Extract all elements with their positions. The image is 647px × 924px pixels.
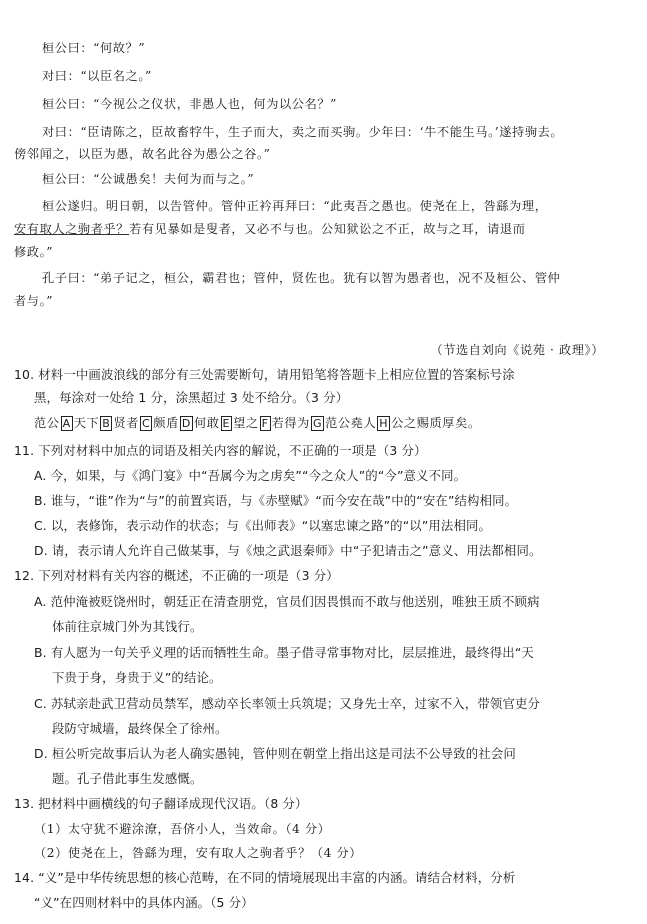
q12-option-b-line-1: B. 有人愿为一句关乎义理的话而牺牲生命。墨子借寻常事物对比，层层推进，最终得出“天 [34,645,534,660]
q13-stem: 13. 把材料中画横线的句子翻译成现代汉语。（8 分） [14,796,308,811]
q13-sentence-1: （1）太守犹不避涂潦，吾侪小人，当效命。（4 分） [34,822,331,836]
q10-seg-5: 望之 [233,416,259,430]
q10-stem-line-2: 黑，每涂对一处给 1 分，涂黑超过 3 处不给分。（3 分） [34,390,349,405]
underlined-sentence: 安有取人之驹者乎？ [14,222,130,236]
q12-option-d-line-2: 题。孔子借此事生发感慨。 [52,771,203,786]
q12-option-c-line-1: C. 苏轼亲赴武卫营动员禁军，感动卒长率领士兵筑堤；又身先士卒，过家不入，带领官吏分 [34,696,541,711]
q10-box-c[interactable]: C [142,417,151,430]
q10-seg-7: 范公堯人 [325,416,377,430]
q13-sentence-2: （2）使尧在上，咎繇为理，安有取人之驹者乎？（4 分） [34,846,363,860]
q11-option-c: C. 以，表修饰，表示动作的状态；与《出师表》“以塞忠谏之路”的“以”用法相同。 [34,518,492,533]
q10-box-e[interactable]: E [222,417,231,430]
q10-box-d[interactable]: D [181,417,191,430]
q10-seg-3: 颇盾 [153,416,179,430]
q12-option-c-line-2: 段防守城墙，最终保全了徐州。 [52,721,228,736]
passage-line-4: 对曰：“臣请陈之，臣故畜牸牛，生子而大，卖之而买驹。少年曰：‘牛不能生马。’遂持驹去。 [42,125,564,139]
q11-option-a: A. 今，如果，与《鸿门宴》中“吾属今为之虏矣”“今之众人”的“今”意义不同。 [34,468,467,483]
passage-line-8 [14,221,526,237]
q10-seg-6: 若得为 [271,416,310,430]
q10-seg-0: 范公 [34,416,60,430]
passage-line-7: 桓公遂归。明日朝，以告管仲。管仲正衿再拜曰：“此夷吾之愚也。使尧在上，咎繇为理， [42,199,548,213]
q11-stem: 11. 下列对材料中加点的词语及相关内容的解说，不正确的一项是（3 分） [14,443,427,458]
q10-box-h[interactable]: H [379,417,389,430]
q12-option-a-line-1: A. 范仲淹被贬饶州时，朝廷正在清查朋党，官员们因畏惧而不敢与他送别，唯独王质不顾病 [34,594,540,609]
passage-source: （节选自刘向《说苑 · 政理》） [430,343,604,357]
q12-option-b-line-2: 下贵于身，身贵于义”的结论。 [52,670,222,685]
q10-box-g[interactable]: G [312,417,323,430]
q10-seg-4: 何敢 [193,416,220,430]
q10-seg-8: 公之赐质厚矣。 [391,416,481,430]
q14-stem-line-2: “义”在四则材料中的具体内涵。（5 分） [34,895,254,910]
passage-line-10: 孔子曰：“弟子记之，桓公，霸君也；管仲，贤佐也。犹有以智为愚者也，况不及桓公、管仲 [42,271,561,285]
q12-option-d-line-1: D. 桓公听完故事后认为老人确实愚钝，管仲则在朝堂上指出这是司法不公导致的社会问 [34,746,516,761]
q10-segmented-sentence [34,415,481,431]
passage-line-1: 桓公曰：“何故？” [42,41,146,55]
q11-option-b: B. 谁与，“谁”作为“与”的前置宾语，与《赤壁赋》“而今安在哉”中的“安在”结构相同。 [34,493,518,508]
passage-line-2: 对曰：“以臣名之。” [42,69,152,83]
q14-stem-line-1: 14. “义”是中华传统思想的核心范畴，在不同的情境展现出丰富的内涵。请结合材料，分析 [14,870,516,885]
passage-line-11: 者与。” [14,294,54,308]
q10-seg-1: 天下 [73,416,100,430]
q12-option-a-line-2: 体前往京城门外为其饯行。 [52,619,203,634]
q12-stem: 12. 下列对材料有关内容的概述，不正确的一项是（3 分） [14,568,339,583]
q10-stem-line-1: 10. 材料一中画波浪线的部分有三处需要断句，请用铅笔将答题卡上相应位置的答案标号涂 [14,367,515,382]
passage-line-8-rest: 若有见暴如是叟者，又必不与也。公知狱讼之不正，故与之耳，请退而 [129,222,526,236]
q10-box-a[interactable]: A [62,417,71,430]
q11-option-d: D. 请，表示请人允许自己做某事，与《烛之武退秦师》中“子犯请击之”意义、用法都相同。 [34,543,542,558]
q10-seg-2: 贤者 [113,416,140,430]
passage-line-5: 傍邻闻之，以臣为愚，故名此谷为愚公之谷。” [14,147,271,161]
q10-box-f[interactable]: F [261,417,269,430]
passage-line-9: 修政。” [14,245,54,259]
passage-line-3: 桓公曰：“今视公之仪状，非愚人也，何为以公名？” [42,97,337,111]
passage-line-6: 桓公曰：“公诚愚矣！夫何为而与之。” [42,172,255,186]
q10-box-b[interactable]: B [102,417,111,430]
